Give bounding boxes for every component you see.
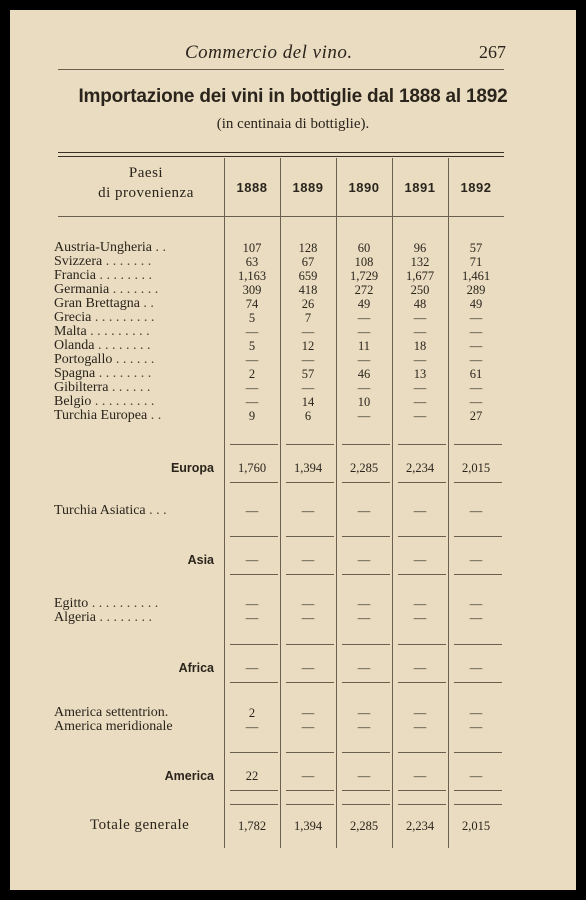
table-cell: — xyxy=(357,311,371,325)
table-cell: 27 xyxy=(469,409,483,423)
table-cell: — xyxy=(413,325,427,339)
table-cell: 26 xyxy=(301,297,315,311)
table-cell: 5 xyxy=(248,339,256,353)
subtotal-label-asia: Asia xyxy=(187,553,214,567)
country-name xyxy=(54,706,168,720)
table-cell: 10 xyxy=(357,395,371,409)
subtotal-rule-below xyxy=(454,574,502,575)
country-label: Malta xyxy=(54,324,87,339)
country-name xyxy=(54,504,167,518)
subtotal-rule-above xyxy=(454,536,502,537)
table-cell: — xyxy=(413,395,427,409)
country-name xyxy=(54,720,173,734)
country-name xyxy=(54,297,154,311)
header-double-rule-top xyxy=(58,152,504,153)
table-cell: — xyxy=(469,706,483,720)
country-label: Gran Brettagna xyxy=(54,296,140,311)
table-cell: — xyxy=(301,706,315,720)
table-cell: — xyxy=(469,311,483,325)
subtotal-rule-below xyxy=(286,482,334,483)
leader-dots: . . . . . . xyxy=(108,380,151,395)
subtotal-rule-above xyxy=(342,752,390,753)
table-cell: 6 xyxy=(304,409,312,423)
table-cell: — xyxy=(245,381,259,395)
table-cell: 2 xyxy=(248,367,256,381)
subtotal-cell: 2,015 xyxy=(461,461,491,475)
subtotal-rule-below xyxy=(398,790,446,791)
table-cell: — xyxy=(357,353,371,367)
table-cell: 5 xyxy=(248,311,256,325)
table-cell: 418 xyxy=(298,283,318,297)
subtotal-rule-above xyxy=(230,444,278,445)
table-cell: 61 xyxy=(469,367,483,381)
country-label: Belgio xyxy=(54,394,92,409)
table-cell: — xyxy=(357,597,371,611)
total-rule-above xyxy=(342,804,390,805)
country-label: Turchia Europea xyxy=(54,408,148,423)
leader-dots: . . . . . . xyxy=(112,352,155,367)
table-cell: — xyxy=(357,504,371,518)
table-cell: 13 xyxy=(413,367,427,381)
subtotal-cell: — xyxy=(413,661,427,675)
table-cell: — xyxy=(413,706,427,720)
running-head-title: Commercio del vino. xyxy=(185,42,353,63)
table-cell: 7 xyxy=(304,311,312,325)
subtotal-rule-above xyxy=(286,444,334,445)
leader-dots: . . . . . . . xyxy=(102,254,152,269)
subtotal-cell: 22 xyxy=(245,769,259,783)
header-double-rule-bottom xyxy=(58,156,504,157)
table-cell: — xyxy=(245,611,259,625)
table-cell: — xyxy=(357,611,371,625)
country-label: America settentrion. xyxy=(54,705,169,720)
header-country-line1: Paesi xyxy=(128,165,164,181)
subtotal-cell: — xyxy=(413,553,427,567)
country-label: Austria-Ungheria xyxy=(54,240,152,255)
header-year-1889: 1889 xyxy=(292,180,324,195)
country-name xyxy=(54,367,151,381)
table-cell: — xyxy=(413,353,427,367)
total-rule-above xyxy=(454,804,502,805)
table-title: Importazione dei vini in bottiglie dal 1888 al 1892 xyxy=(78,86,508,107)
table-cell: — xyxy=(413,720,427,734)
subtotal-rule-below xyxy=(398,482,446,483)
subtotal-cell: 2,285 xyxy=(349,461,379,475)
total-cell: 2,285 xyxy=(349,819,379,833)
table-cell: 108 xyxy=(354,255,374,269)
subtotal-cell: — xyxy=(301,661,315,675)
table-cell: — xyxy=(301,611,315,625)
table-cell: — xyxy=(469,597,483,611)
leader-dots: . . . . . . . . . xyxy=(91,310,155,325)
subtotal-rule-above xyxy=(454,644,502,645)
total-label: Totale generale xyxy=(90,817,190,833)
leader-dots: . . xyxy=(139,296,154,311)
country-name xyxy=(54,311,154,325)
table-cell: — xyxy=(245,395,259,409)
country-name xyxy=(54,353,154,367)
subtotal-rule-above xyxy=(230,536,278,537)
total-rule-above xyxy=(286,804,334,805)
subtotal-rule-above xyxy=(286,536,334,537)
leader-dots: . . . xyxy=(145,503,167,518)
leader-dots: . . . . . . . xyxy=(109,282,159,297)
table-cell: 60 xyxy=(357,241,371,255)
table-cell: — xyxy=(301,504,315,518)
table-cell: — xyxy=(357,720,371,734)
table-cell: — xyxy=(413,597,427,611)
subtotal-rule-above xyxy=(342,644,390,645)
subtotal-rule-above xyxy=(398,644,446,645)
table-cell: — xyxy=(413,381,427,395)
leader-dots: . . xyxy=(151,240,166,255)
table-cell: — xyxy=(469,353,483,367)
subtotal-rule-above xyxy=(342,536,390,537)
table-cell: — xyxy=(301,720,315,734)
subtotal-label-america: America xyxy=(164,769,214,783)
table-cell: — xyxy=(469,395,483,409)
total-rule-above xyxy=(398,804,446,805)
table-cell: — xyxy=(413,504,427,518)
total-cell: 2,015 xyxy=(461,819,491,833)
table-cell: 1,729 xyxy=(349,269,379,283)
country-label: Francia xyxy=(54,268,96,283)
subtotal-rule-below xyxy=(342,790,390,791)
table-cell: 14 xyxy=(301,395,315,409)
subtotal-rule-above xyxy=(398,536,446,537)
table-cell: — xyxy=(301,353,315,367)
table-cell: — xyxy=(357,409,371,423)
subtotal-rule-below xyxy=(286,574,334,575)
country-label: Grecia xyxy=(54,310,92,325)
leader-dots: . . . . . . . . xyxy=(95,610,152,625)
table-cell: 46 xyxy=(357,367,371,381)
subtotal-rule-below xyxy=(454,790,502,791)
subtotal-cell: — xyxy=(301,553,315,567)
subtotal-rule-below xyxy=(342,482,390,483)
country-name xyxy=(54,339,150,353)
country-label: Egitto xyxy=(54,596,89,611)
table-cell: 49 xyxy=(357,297,371,311)
subtotal-rule-below xyxy=(230,790,278,791)
subtotal-rule-below xyxy=(286,682,334,683)
table-cell: 12 xyxy=(301,339,315,353)
table-cell: 74 xyxy=(245,297,259,311)
table-cell: 289 xyxy=(466,283,486,297)
table-cell: 11 xyxy=(357,339,371,353)
table-cell: 71 xyxy=(469,255,483,269)
country-name xyxy=(54,269,152,283)
subtotal-cell: — xyxy=(357,769,371,783)
leader-dots: . . . . . . . . . xyxy=(86,324,150,339)
table-cell: 63 xyxy=(245,255,259,269)
header-year-1892: 1892 xyxy=(460,180,492,195)
country-label: Algeria xyxy=(54,610,96,625)
table-cell: — xyxy=(413,611,427,625)
total-cell: 2,234 xyxy=(405,819,435,833)
subtotal-rule-below xyxy=(230,682,278,683)
subtotal-rule-above xyxy=(230,752,278,753)
table-cell: 57 xyxy=(301,367,315,381)
country-label: Turchia Asiatica xyxy=(54,503,146,518)
country-name xyxy=(54,381,150,395)
subtotal-rule-above xyxy=(454,444,502,445)
subtotal-rule-below xyxy=(398,574,446,575)
table-cell: 250 xyxy=(410,283,430,297)
subtotal-cell: 2,234 xyxy=(405,461,435,475)
table-cell: — xyxy=(245,504,259,518)
table-cell: 9 xyxy=(248,409,256,423)
subtotal-rule-above xyxy=(286,644,334,645)
table-cell: — xyxy=(245,325,259,339)
country-label: America meridionale xyxy=(54,719,173,734)
total-rule-above xyxy=(230,804,278,805)
subtotal-label-africa: Africa xyxy=(178,661,214,675)
leader-dots: . . . . . . . . . . xyxy=(88,596,159,611)
subtotal-rule-above xyxy=(398,444,446,445)
table-cell: 272 xyxy=(354,283,374,297)
subtotal-rule-below xyxy=(286,790,334,791)
table-cell: — xyxy=(413,311,427,325)
book-page xyxy=(10,10,576,890)
country-label: Portogallo xyxy=(54,352,113,367)
table-cell: 18 xyxy=(413,339,427,353)
subtotal-rule-above xyxy=(454,752,502,753)
leader-dots: . . . . . . . . xyxy=(95,366,152,381)
subtotal-rule-above xyxy=(398,752,446,753)
table-cell: — xyxy=(357,325,371,339)
header-year-1891: 1891 xyxy=(404,180,436,195)
leader-dots: . . . . . . . . xyxy=(94,338,151,353)
header-bottom-rule xyxy=(58,216,504,217)
country-name xyxy=(54,409,161,423)
country-label: Spagna xyxy=(54,366,96,381)
table-cell: — xyxy=(245,353,259,367)
total-cell: 1,394 xyxy=(293,819,323,833)
header-year-1890: 1890 xyxy=(348,180,380,195)
subtotal-cell: 1,760 xyxy=(237,461,267,475)
table-cell: 1,163 xyxy=(237,269,267,283)
table-cell: — xyxy=(357,381,371,395)
leader-dots: . . . . . . . . xyxy=(95,268,152,283)
header-country-line2: di provenienza xyxy=(98,185,194,201)
subtotal-rule-below xyxy=(454,682,502,683)
table-cell: — xyxy=(469,325,483,339)
country-name xyxy=(54,255,151,269)
leader-dots: . . . . . . . . . xyxy=(91,394,155,409)
table-cell: — xyxy=(469,720,483,734)
table-cell: 659 xyxy=(298,269,318,283)
subtotal-rule-below xyxy=(230,482,278,483)
subtotal-cell: — xyxy=(245,553,259,567)
table-cell: 48 xyxy=(413,297,427,311)
table-cell: 1,461 xyxy=(461,269,491,283)
page-number: 267 xyxy=(479,42,506,62)
subtotal-cell: — xyxy=(469,769,483,783)
subtotal-label-europa: Europa xyxy=(170,461,214,475)
subtotal-rule-below xyxy=(342,682,390,683)
subtotal-cell: — xyxy=(469,661,483,675)
table-cell: — xyxy=(469,611,483,625)
country-label: Svizzera xyxy=(54,254,103,269)
subtotal-cell: — xyxy=(469,553,483,567)
country-name xyxy=(54,325,150,339)
subtotal-cell: — xyxy=(301,769,315,783)
table-cell: — xyxy=(301,381,315,395)
table-cell: — xyxy=(469,339,483,353)
table-cell: — xyxy=(245,720,259,734)
table-cell: — xyxy=(301,597,315,611)
subtotal-cell: 1,394 xyxy=(293,461,323,475)
subtotal-cell: — xyxy=(245,661,259,675)
header-country xyxy=(58,163,234,203)
subtotal-rule-above xyxy=(230,644,278,645)
table-cell: — xyxy=(413,409,427,423)
country-name xyxy=(54,597,158,611)
subtotal-rule-above xyxy=(342,444,390,445)
country-name xyxy=(54,611,152,625)
table-cell: 49 xyxy=(469,297,483,311)
table-cell: — xyxy=(357,706,371,720)
table-cell: — xyxy=(469,504,483,518)
running-head xyxy=(10,42,576,66)
table-cell: — xyxy=(245,597,259,611)
table-cell: 57 xyxy=(469,241,483,255)
subtotal-cell: — xyxy=(357,553,371,567)
country-label: Olanda xyxy=(54,338,95,353)
country-name xyxy=(54,241,166,255)
table-cell: — xyxy=(469,381,483,395)
table-cell: 107 xyxy=(242,241,262,255)
table-cell: 132 xyxy=(410,255,430,269)
total-cell: 1,782 xyxy=(237,819,267,833)
table-cell: 2 xyxy=(248,706,256,720)
header-year-1888: 1888 xyxy=(236,180,268,195)
table-cell: 309 xyxy=(242,283,262,297)
subtotal-rule-below xyxy=(342,574,390,575)
running-head-rule xyxy=(58,69,504,70)
leader-dots: . . xyxy=(147,408,162,423)
subtotal-rule-below xyxy=(230,574,278,575)
table-cell: — xyxy=(301,325,315,339)
table-cell: 96 xyxy=(413,241,427,255)
country-name xyxy=(54,283,158,297)
subtotal-rule-above xyxy=(286,752,334,753)
table-subtitle: (in centinaia di bottiglie). xyxy=(216,116,370,132)
table-cell: 67 xyxy=(301,255,315,269)
table-cell: 1,677 xyxy=(405,269,435,283)
table-cell: 128 xyxy=(298,241,318,255)
subtotal-rule-below xyxy=(454,482,502,483)
subtotal-rule-below xyxy=(398,682,446,683)
country-name xyxy=(54,395,154,409)
subtotal-cell: — xyxy=(357,661,371,675)
country-label: Gibilterra xyxy=(54,380,109,395)
subtotal-cell: — xyxy=(413,769,427,783)
country-label: Germania xyxy=(54,282,110,297)
